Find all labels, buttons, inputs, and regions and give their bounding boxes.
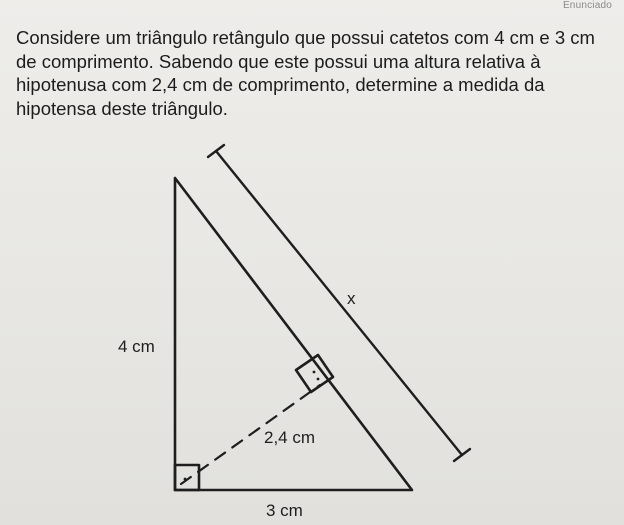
height-angle-dot-1: [313, 371, 316, 374]
height-label: 2,4 cm: [264, 428, 316, 447]
corner-label: Enunciado: [562, 0, 612, 11]
right-angle-marker: [175, 465, 199, 490]
dimension-tick-bottom: [454, 449, 470, 461]
hypotenuse-dimension-line: [216, 151, 462, 455]
right-angle-dot: [184, 478, 187, 481]
problem-statement: Considere um triângulo retângulo que possui catetos com 4 cm e 3 cm de comprimento. Sabendo que este possui uma altura relativa à hipotenusa com 2,4 cm de comprimento, determine a medida da hipotensa deste triângulo.: [16, 27, 595, 119]
dimension-tick-top: [208, 145, 224, 157]
hypotenuse-label: x: [347, 289, 356, 308]
bottom-leg-label: 3 cm: [266, 501, 303, 520]
height-angle-dot-2: [317, 378, 320, 381]
left-leg-label: 4 cm: [118, 337, 155, 356]
